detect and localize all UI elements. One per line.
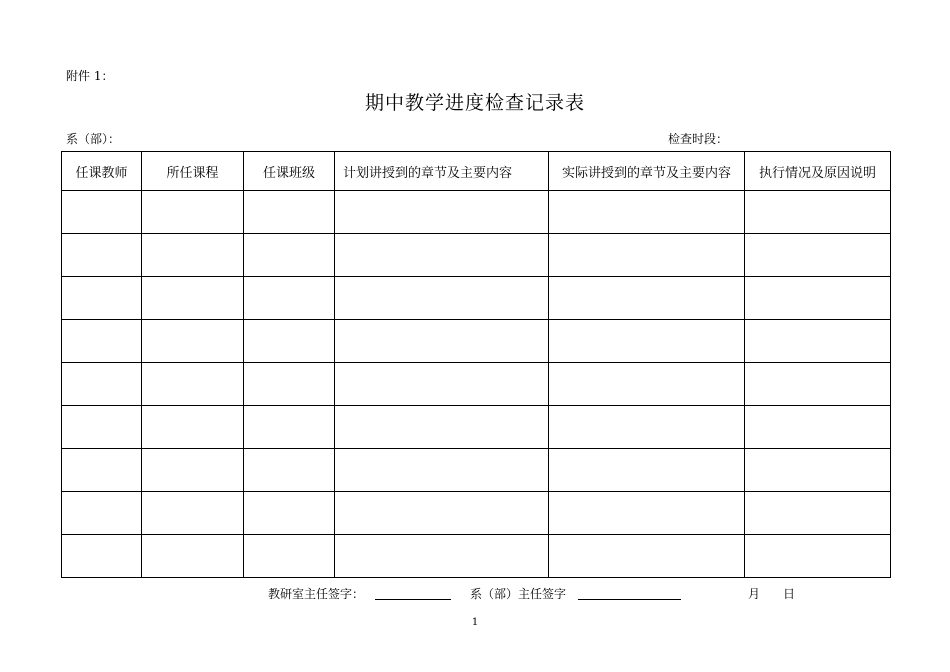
table-cell[interactable] xyxy=(142,406,244,449)
table-row xyxy=(62,449,891,492)
table-cell[interactable] xyxy=(244,234,335,277)
table-cell[interactable] xyxy=(745,363,891,406)
table-cell[interactable] xyxy=(142,363,244,406)
header-planned-content: 计划讲授到的章节及主要内容 xyxy=(335,152,549,191)
table-cell[interactable] xyxy=(745,492,891,535)
dept-head-signature-label: 系（部）主任签字 xyxy=(470,587,567,601)
table-cell[interactable] xyxy=(244,320,335,363)
table-cell[interactable] xyxy=(549,191,745,234)
table-cell[interactable] xyxy=(335,449,549,492)
table-cell[interactable] xyxy=(335,363,549,406)
table-cell[interactable] xyxy=(335,234,549,277)
header-class: 任课班级 xyxy=(244,152,335,191)
table-cell[interactable] xyxy=(62,277,142,320)
table-cell[interactable] xyxy=(745,320,891,363)
check-period-label: 检查时段： xyxy=(668,132,729,146)
table-cell[interactable] xyxy=(244,191,335,234)
page-title: 期中教学进度检查记录表 xyxy=(364,92,585,114)
table-cell[interactable] xyxy=(142,234,244,277)
table-cell[interactable] xyxy=(335,277,549,320)
progress-record-table xyxy=(61,151,891,578)
table-cell[interactable] xyxy=(244,406,335,449)
table-cell[interactable] xyxy=(244,492,335,535)
table-cell[interactable] xyxy=(549,363,745,406)
table-cell[interactable] xyxy=(62,449,142,492)
table-cell[interactable] xyxy=(745,191,891,234)
director-signature-line[interactable] xyxy=(375,599,451,600)
header-actual-content: 实际讲授到的章节及主要内容 xyxy=(549,152,745,191)
table-cell[interactable] xyxy=(142,535,244,578)
table-cell[interactable] xyxy=(549,320,745,363)
table-cell[interactable] xyxy=(142,449,244,492)
director-signature-label: 教研室主任签字： xyxy=(268,587,365,601)
table-cell[interactable] xyxy=(549,449,745,492)
department-label: 系（部）： xyxy=(66,132,121,146)
table-cell[interactable] xyxy=(549,277,745,320)
table-cell[interactable] xyxy=(549,234,745,277)
table-cell[interactable] xyxy=(745,234,891,277)
header-execution-notes: 执行情况及原因说明 xyxy=(745,152,891,191)
table-cell[interactable] xyxy=(62,363,142,406)
table-cell[interactable] xyxy=(62,492,142,535)
header-teacher: 任课教师 xyxy=(62,152,142,191)
table-cell[interactable] xyxy=(335,320,549,363)
table-row xyxy=(62,320,891,363)
table-row xyxy=(62,492,891,535)
table-row xyxy=(62,234,891,277)
page-number: 1 xyxy=(471,617,479,628)
table-cell[interactable] xyxy=(62,234,142,277)
table-cell[interactable] xyxy=(549,492,745,535)
table-cell[interactable] xyxy=(244,449,335,492)
table-header-row xyxy=(62,152,891,191)
month-label: 月 xyxy=(748,587,761,601)
table-cell[interactable] xyxy=(745,535,891,578)
table-cell[interactable] xyxy=(62,320,142,363)
table-cell[interactable] xyxy=(549,535,745,578)
table-cell[interactable] xyxy=(142,277,244,320)
header-course: 所任课程 xyxy=(142,152,244,191)
table-cell[interactable] xyxy=(335,535,549,578)
table-cell[interactable] xyxy=(244,277,335,320)
table-cell[interactable] xyxy=(549,406,745,449)
table-cell[interactable] xyxy=(142,492,244,535)
table-cell[interactable] xyxy=(142,191,244,234)
table-cell[interactable] xyxy=(745,449,891,492)
table-row xyxy=(62,535,891,578)
table-cell[interactable] xyxy=(62,535,142,578)
table-cell[interactable] xyxy=(244,535,335,578)
table-cell[interactable] xyxy=(62,406,142,449)
table-cell[interactable] xyxy=(335,492,549,535)
table-row xyxy=(62,406,891,449)
table-cell[interactable] xyxy=(244,363,335,406)
dept-head-signature-line[interactable] xyxy=(578,599,681,600)
table-cell[interactable] xyxy=(335,191,549,234)
table-cell[interactable] xyxy=(745,277,891,320)
table-cell[interactable] xyxy=(335,406,549,449)
table-cell[interactable] xyxy=(62,191,142,234)
attachment-label: 附件 1： xyxy=(66,69,114,83)
table-cell[interactable] xyxy=(745,406,891,449)
table-cell[interactable] xyxy=(142,320,244,363)
table-row xyxy=(62,277,891,320)
day-label: 日 xyxy=(783,587,796,601)
table-row xyxy=(62,191,891,234)
table-row xyxy=(62,363,891,406)
